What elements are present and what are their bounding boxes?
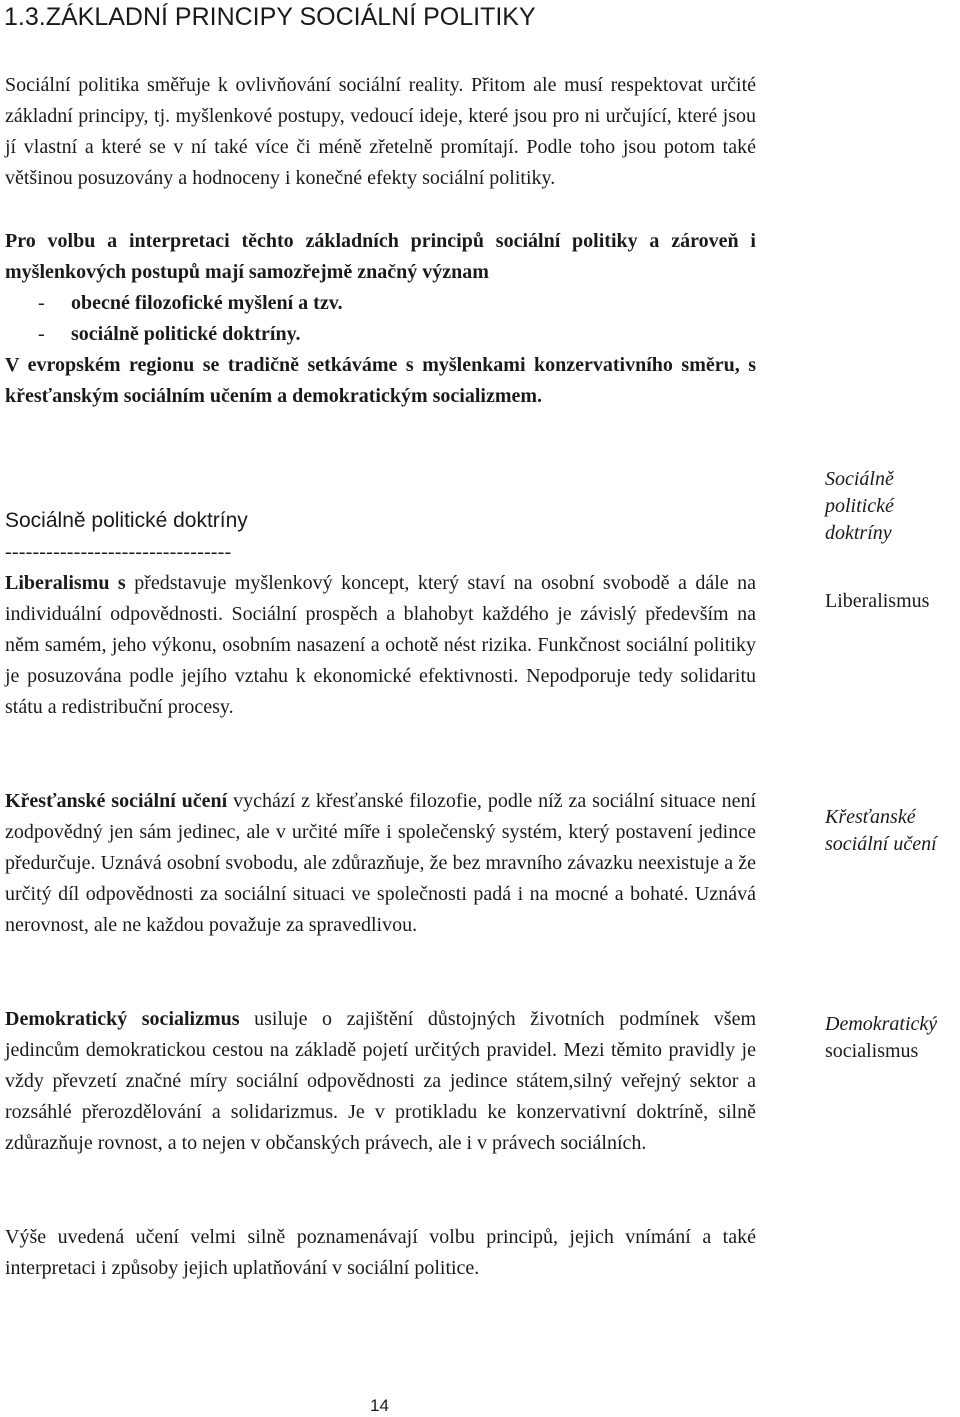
margin-note-doctrines: Sociálně politické doktríny	[825, 468, 894, 544]
doctrine-list	[5, 288, 756, 350]
dash-bullet: -	[38, 292, 45, 314]
margin-note-democratic	[825, 1011, 960, 1065]
democratic-paragraph	[5, 1004, 756, 1159]
list-item-text: obecné filozofické myšlení a tzv.	[71, 292, 343, 314]
dash-separator: ---------------------------------	[5, 541, 232, 563]
liberalism-text: představuje myšlenkový koncept, který staví na osobní svobodě a dále na individuální odpovědnosti. Sociální prospěch a blahobyt každého je závislý především na něm samém, jeho výkonu, osobním nasazení a ochotě nést rizika. Funkčnost sociální politiky je posuzována podle jejího vztahu k ekonomické efektivnosti. Nepodporuje tedy solidaritu státu a redistribuční procesy.	[5, 572, 756, 718]
margin-note-democratic-line2: socialismus	[825, 1040, 919, 1062]
democratic-term: Demokratický socializmus	[5, 1008, 240, 1030]
liberalism-paragraph	[5, 568, 756, 723]
liberalism-term: Liberalismu s	[5, 572, 126, 594]
principles-paragraph: Pro volbu a interpretaci těchto základních principů sociální politiky a zároveň i myšlenkových postupů mají samozřejmě značný význam	[5, 230, 756, 283]
christian-paragraph	[5, 786, 756, 941]
democratic-text: usiluje o zajištění důstojných životních podmínek všem jedincům demokratickou cestou na základě pojetí určitých pravidel. Mezi těmito pravidly je vždy převzetí značné míry sociální odpovědnosti za jedince státem,silný veřejný sektor a rozsáhlé přerozdělování a solidarizmus. Je v protikladu ke konzervativní doktríně, silně zdůrazňuje rovnost, a to nejen v občanských právech, ale i v právech sociálních.	[5, 1008, 756, 1154]
list-item	[5, 288, 756, 319]
page-number: 14	[370, 1396, 389, 1415]
margin-note-liberalism: Liberalismus	[825, 590, 930, 612]
europe-paragraph: V evropském regionu se tradičně setkáváme s myšlenkami konzervativního směru, s křesťanským sociálním učením a demokratickým socializmem.	[5, 354, 756, 407]
christian-text: vychází z křesťanské filozofie, podle níž za sociální situace není zodpovědný jen sám jedinec, ale v určité míře i společenský systém, který postavení jedince předurčuje. Uznává osobní svobodu, ale zdůrazňuje, že bez mravního závazku neexistuje a že určitý díl odpovědnosti za sociální situaci ve společnosti padá i na mocné a bohaté. Uznává nerovnost, ale ne každou považuje za spravedlivou.	[5, 790, 757, 936]
margin-note-christian: Křesťanské sociální učení	[825, 806, 937, 855]
christian-term: Křesťanské sociální učení	[5, 790, 228, 812]
intro-paragraph: Sociální politika směřuje k ovlivňování sociální reality. Přitom ale musí respektovat určité základní principy, tj. myšlenkové postupy, vedoucí ideje, které jsou pro ni určující, které jsou jí vlastní a které se v ní také více či méně zřetelně promítají. Podle toho jsou potom také většinou posuzovány a hodnoceny i konečné efekty sociální politiky.	[5, 74, 756, 189]
dash-bullet: -	[38, 323, 45, 345]
doctrines-subtitle: Sociálně politické doktríny	[5, 509, 248, 532]
closing-paragraph: Výše uvedená učení velmi silně poznamenávají volbu principů, jejich vnímání a také interpretaci i způsoby jejich uplatňování v sociální politice.	[5, 1226, 756, 1279]
list-item	[5, 319, 756, 350]
margin-note-democratic-line1: Demokratický	[825, 1013, 938, 1035]
list-item-text: sociálně politické doktríny.	[71, 323, 301, 345]
section-heading: 1.3.ZÁKLADNÍ PRINCIPY SOCIÁLNÍ POLITIKY	[4, 3, 536, 31]
